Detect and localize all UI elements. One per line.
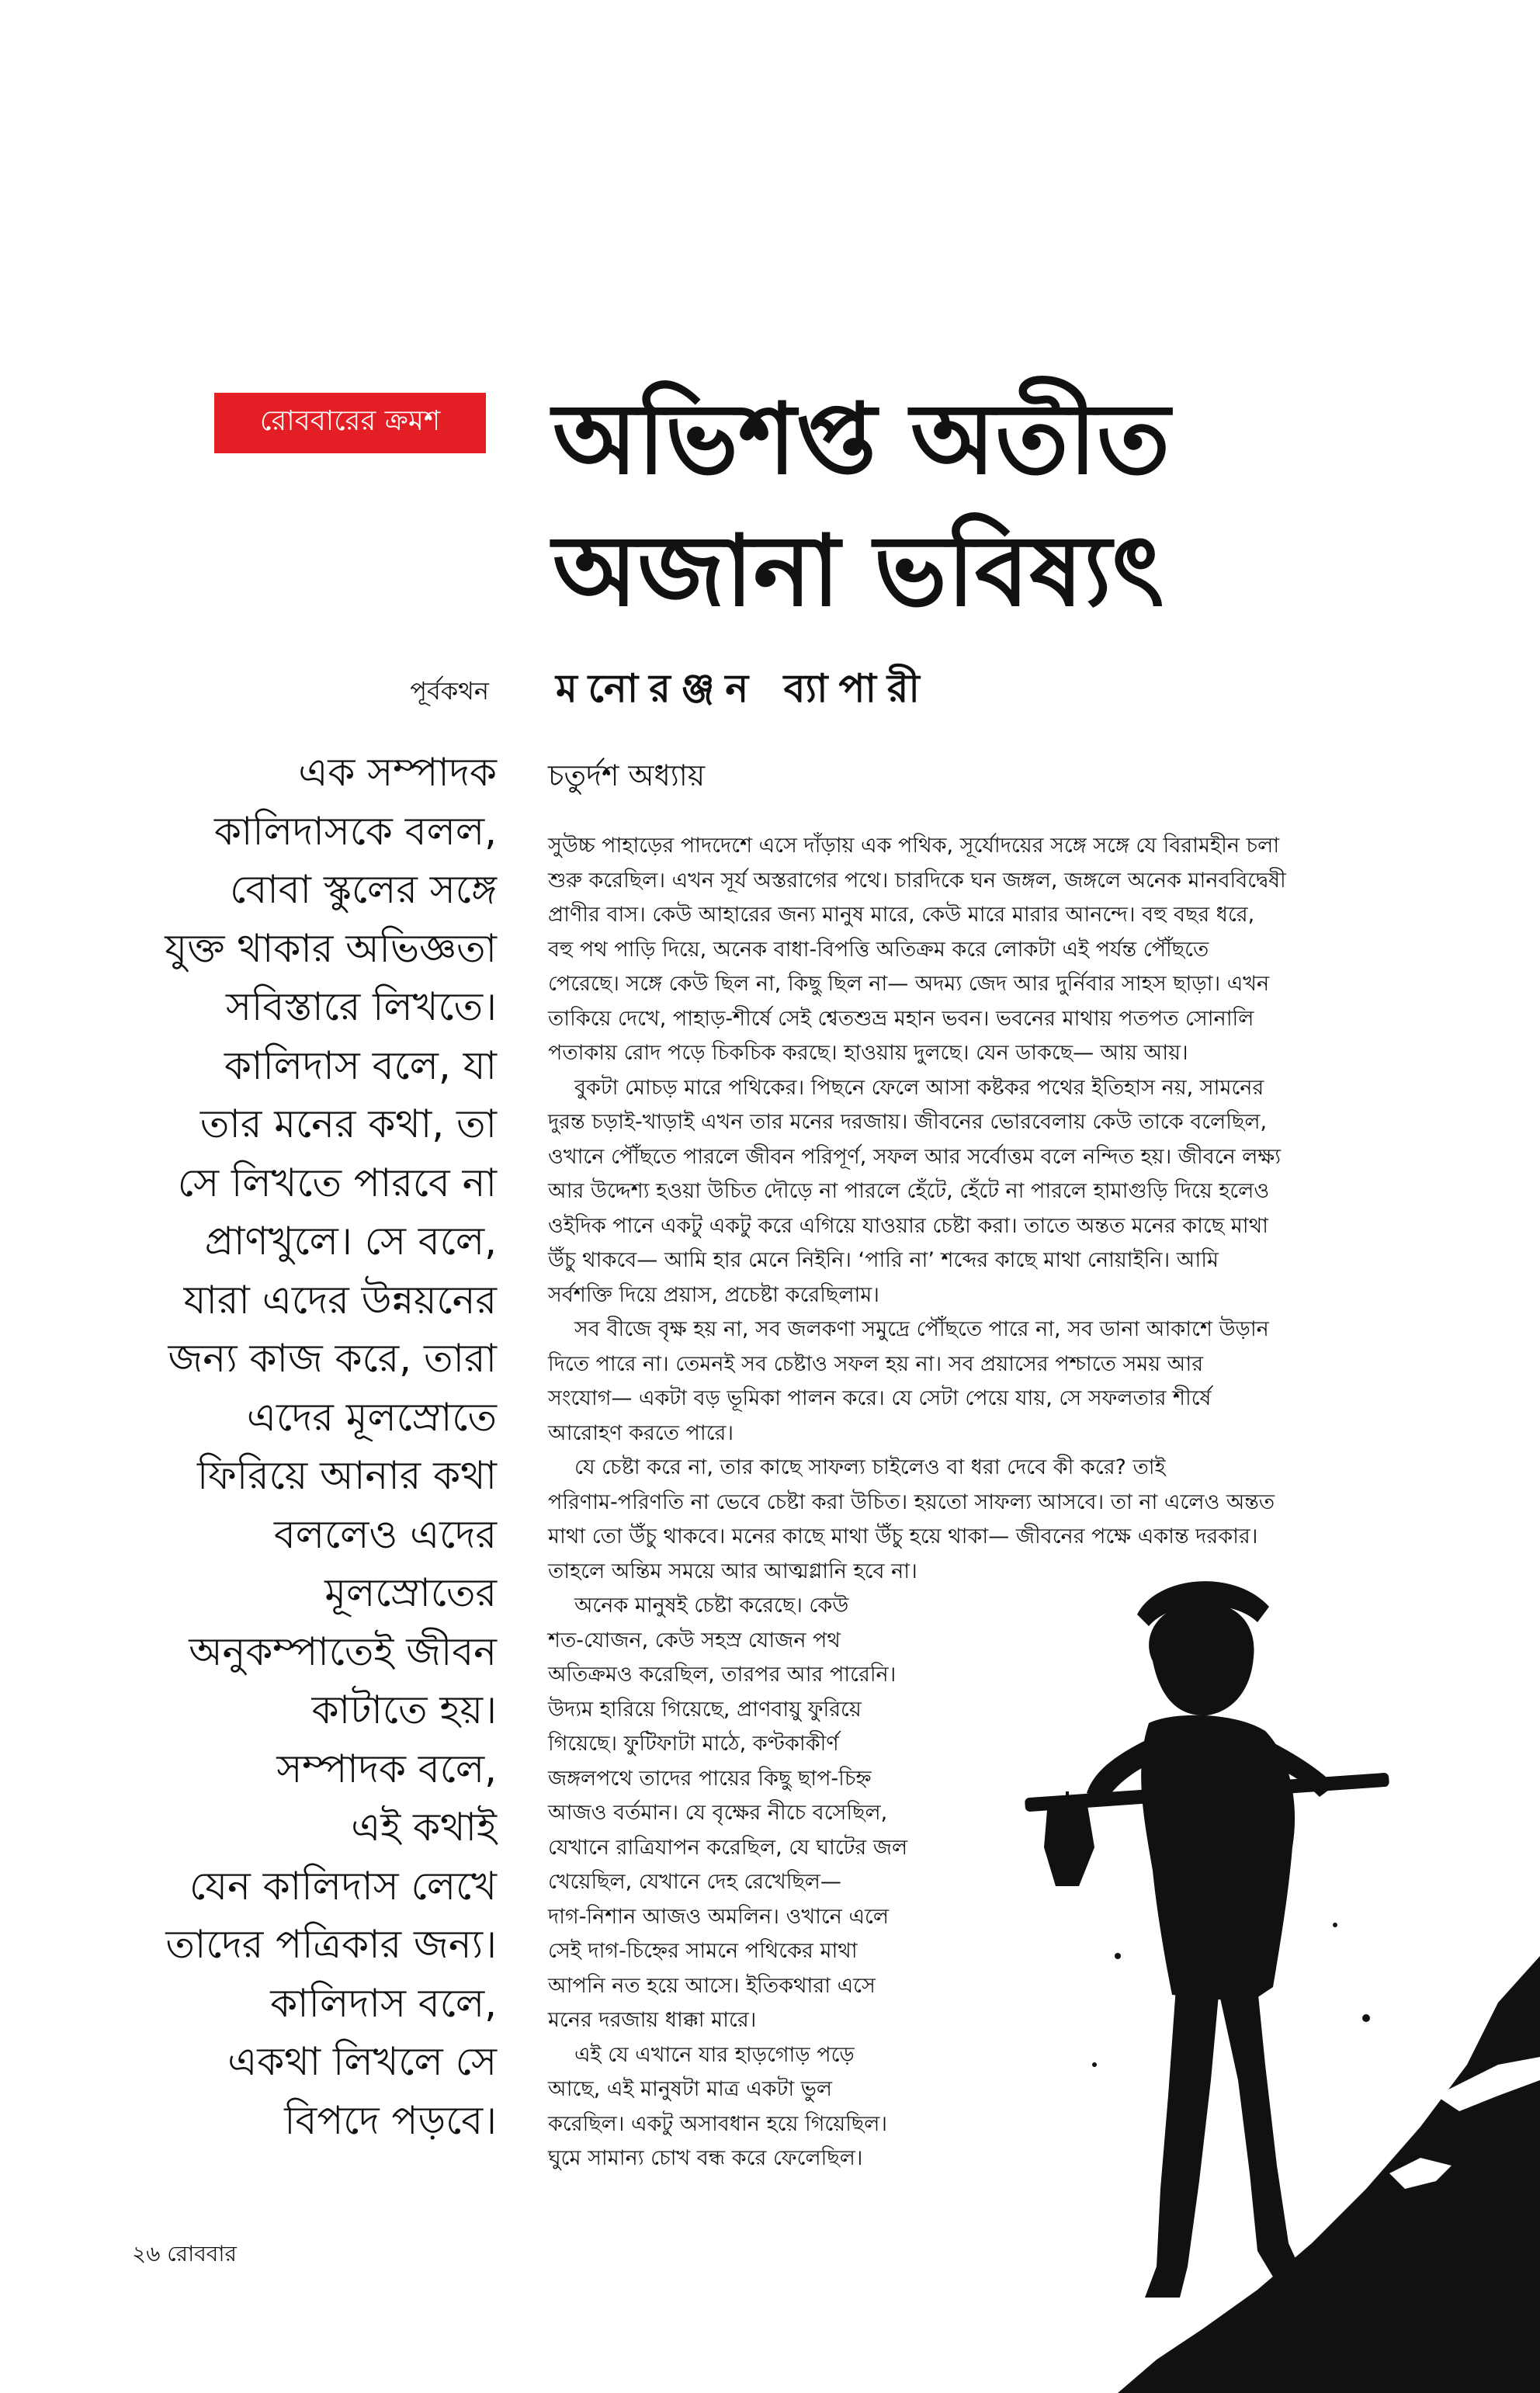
pull-quote-line: মূলস্রোতের (324, 1570, 497, 1615)
body-line: শত-যোজন, কেউ সহস্র যোজন পথ (548, 1628, 841, 1653)
body-line: ওইদিক পানে একটু একটু করে এগিয়ে যাওয়ার চেষ্টা করা। তাতে অন্তত মনের কাছে মাথা (548, 1213, 1268, 1238)
body-line: দিতে পারে না। তেমনই সব চেষ্টাও সফল হয় না। সব প্রয়াসের পশ্চাতে সময় আর (548, 1351, 1204, 1376)
body-line: জঙ্গলপথে তাদের পায়ের কিছু ছাপ-চিহ্ন (548, 1766, 872, 1791)
preface-label: পূর্বকথন (410, 676, 489, 706)
series-tag: রোববারের ক্রমশ (214, 393, 486, 453)
pull-quote-line: একথা লিখলে সে (227, 2039, 497, 2084)
title-line-2: অজানা ভবিষ্যৎ (553, 513, 1164, 628)
body-line: আরোহণ করতে পারে। (548, 1420, 734, 1445)
article-title (553, 373, 1406, 636)
body-line: তাকিয়ে দেখে, পাহাড়-শীর্ষে সেই শ্বেতশুভ্র মহান ভবন। ভবনের মাথায় পতপত সোনালি (548, 1006, 1254, 1031)
body-line: পেরেছে। সঙ্গে কেউ ছিল না, কিছু ছিল না— অদম্য জেদ আর দুর্নিবার সাহস ছাড়া। এখন (548, 972, 1270, 996)
pull-quote-line: বললেও এদের (273, 1511, 497, 1557)
pull-quote-line: কালিদাসকে বলল, (213, 808, 497, 854)
body-line: ঘুমে সামান্য চোখ বন্ধ করে ফেলেছিল। (548, 2146, 863, 2170)
pull-quote-line: কালিদাস বলে, যা (224, 1042, 497, 1088)
body-line: মাথা তো উঁচু থাকবে। মনের কাছে মাথা উঁচু হয়ে থাকা— জীবনের পক্ষে একান্ত দরকার। (548, 1524, 1258, 1549)
body-line: আছে, এই মানুষটা মাত্র একটা ভুল (548, 2077, 833, 2101)
body-line: করেছিল। একটু অসাবধান হয়ে গিয়েছিল। (548, 2111, 888, 2136)
body-line: পরিণাম-পরিণতি না ভেবে চেষ্টা করা উচিত। হয়তো সাফল্য আসবে। তা না এলেও অন্তত (548, 1490, 1275, 1514)
body-line: আর উদ্দেশ্য হওয়া উচিত দৌড়ে না পারলে হেঁটে, হেঁটে না পারলে হামাগুড়ি দিয়ে হলেও (548, 1179, 1270, 1203)
body-line: অনেক মানুষই চেষ্টা করেছে। কেউ (574, 1594, 849, 1618)
body-line: পতাকায় রোদ পড়ে চিকচিক করছে। হাওয়ায় দুলছে। যেন ডাকছে— আয় আয়। (548, 1041, 1188, 1065)
body-line: দুরন্ত চড়াই-খাড়াই এখন তার মনের দরজায়। জীবনের ভোরবেলায় কেউ তাকে বলেছিল, (548, 1110, 1268, 1134)
body-line: আপনি নত হয়ে আসে। ইতিকথারা এসে (548, 1973, 876, 1998)
body-line: শুরু করেছিল। এখন সূর্য অস্তরাগের পথে। চারদিকে ঘন জঙ্গল, জঙ্গলে অনেক মানববিদ্বেষী (548, 868, 1286, 893)
pull-quote-line: প্রাণখুলে। সে বলে, (204, 1219, 497, 1264)
pull-quote-line: এক সম্পাদক (298, 750, 497, 795)
body-line: সব বীজে বৃক্ষ হয় না, সব জলকণা সমুদ্রে পৌঁছতে পারে না, সব ডানা আকাশে উড়ান (574, 1317, 1269, 1341)
page-footer: ২৬ রোববার (132, 2241, 237, 2266)
pull-quote-line: বিপদে পড়বে। (284, 2097, 497, 2143)
title-line-1: অভিশপ্ত অতীত (553, 381, 1171, 496)
pull-quote-line: এদের মূলস্রোতে (246, 1394, 497, 1440)
body-line: প্রাণীর বাস। কেউ আহারের জন্য মানুষ মারে, কেউ মারে মারার আনন্দে। বহু বছর ধরে, (548, 903, 1255, 927)
body-line: গিয়েছে। ফুটিফাটা মাঠে, কণ্টকাকীর্ণ (548, 1732, 839, 1756)
pull-quote-line: সম্পাদক বলে, (276, 1746, 497, 1791)
pull-quote-line: বোবা স্কুলের সঙ্গে (230, 867, 497, 912)
body-line: এই যে এখানে যার হাড়গোড় পড়ে (574, 2042, 855, 2067)
body-line: সুউচ্চ পাহাড়ের পাদদেশে এসে দাঁড়ায় এক পথিক, সূর্যোদয়ের সঙ্গে সঙ্গে যে বিরামহীন চলা (548, 834, 1280, 858)
pull-quote-line: সবিস্তারে লিখতে। (226, 984, 497, 1029)
body-line: সেই দাগ-চিহ্নের সামনে পথিকের মাথা (548, 1939, 858, 1963)
body-line: বহু পথ পাড়ি দিয়ে, অনেক বাধা-বিপত্তি অতিক্রম করে লোকটা এই পর্যন্ত পৌঁছতে (548, 937, 1209, 962)
body-line: উঁচু থাকবে— আমি হার মেনে নিইনি। ‘পারি না’ শব্দের কাছে মাথা নোয়াইনি। আমি (548, 1248, 1219, 1272)
pull-quote-line: যুক্ত থাকার অভিজ্ঞতা (165, 925, 497, 971)
pull-quote-line: যেন কালিদাস লেখে (189, 1863, 497, 1909)
pull-quote-line: ফিরিয়ে আনার কথা (196, 1453, 497, 1498)
pull-quote-line: কাটাতে হয়। (311, 1687, 497, 1732)
pull-quote-line: জন্য কাজ করে, তারা (168, 1336, 497, 1381)
body-line: মনের দরজায় ধাক্কা মারে। (548, 2008, 757, 2032)
traveller-silhouette-image (1001, 1521, 1540, 2393)
pull-quote-line: তার মনের কথা, তা (199, 1101, 497, 1146)
chapter-heading: চতুর্দশ অধ্যায় (548, 758, 706, 792)
body-line: বুকটা মোচড় মারে পথিকের। পিছনে ফেলে আসা কষ্টকর পথের ইতিহাস নয়, সামনের (574, 1075, 1264, 1100)
body-line: উদ্যম হারিয়ে গিয়েছে, প্রাণবায়ু ফুরিয়ে (548, 1697, 862, 1722)
body-line: যে চেষ্টা করে না, তার কাছে সাফল্য চাইলেও বা ধরা দেবে কী করে? তাই (574, 1455, 1166, 1479)
body-line: ওখানে পৌঁছতে পারলে জীবন পরিপূর্ণ, সফল আর সর্বোত্তম বলে নন্দিত হয়। জীবনে লক্ষ্য (548, 1144, 1282, 1169)
body-line: তাহলে অন্তিম সময়ে আর আত্মগ্লানি হবে না। (548, 1559, 917, 1583)
pull-quote (116, 744, 497, 2150)
pull-quote-line: অনুকম্পাতেই জীবন (189, 1628, 497, 1674)
body-line: সংযোগ— একটা বড় ভূমিকা পালন করে। যে সেটা পেয়ে যায়, সে সফলতার শীর্ষে (548, 1386, 1212, 1410)
author-name: মনোরঞ্জন ব্যাপারী (556, 666, 931, 711)
body-line: সর্বশক্তি দিয়ে প্রয়াস, প্রচেষ্টা করেছিলাম। (548, 1282, 879, 1307)
body-line: দাগ-নিশান আজও অমলিন। ওখানে এলে (548, 1904, 889, 1929)
pull-quote-line: এই কথাই (351, 1805, 497, 1850)
body-line: আজও বর্তমান। যে বৃক্ষের নীচে বসেছিল, (548, 1801, 888, 1825)
pull-quote-line: তাদের পত্রিকার জন্য। (165, 1922, 497, 1967)
body-line: খেয়েছিল, যেখানে দেহ রেখেছিল— (548, 1870, 841, 1894)
pull-quote-line: সে লিখতে পারবে না (177, 1160, 497, 1205)
pull-quote-line: যারা এদের উন্নয়নের (183, 1277, 497, 1323)
silhouette-illustration (1001, 1521, 1540, 2393)
body-line: অতিক্রমও করেছিল, তারপর আর পারেনি। (548, 1663, 897, 1687)
body-line: যেখানে রাত্রিযাপন করেছিল, যে ঘাটের জল (548, 1835, 908, 1860)
pull-quote-line: কালিদাস বলে, (270, 1980, 497, 2026)
